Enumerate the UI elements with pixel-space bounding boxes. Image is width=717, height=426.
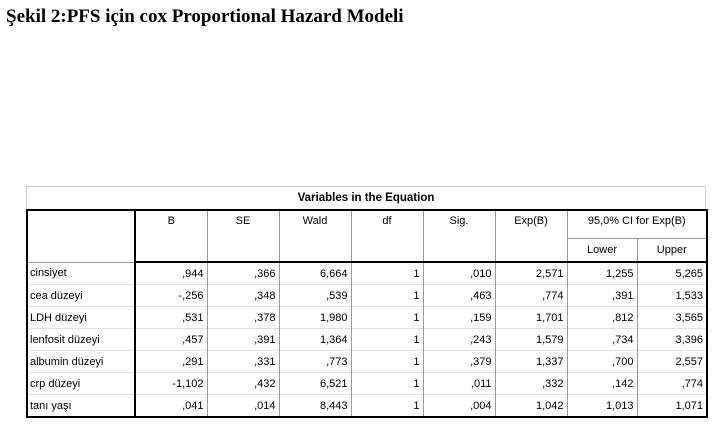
header-sig: Sig. <box>423 210 495 262</box>
cell-expb: 2,571 <box>495 262 567 285</box>
cell-b: -1,102 <box>135 373 207 395</box>
cell-lower: ,734 <box>567 329 637 351</box>
cell-sig: ,243 <box>423 329 495 351</box>
cell-upper: ,774 <box>637 373 707 395</box>
header-df: df <box>351 210 423 262</box>
cell-wald: 8,443 <box>279 395 351 418</box>
cell-lower: ,142 <box>567 373 637 395</box>
cell-df: 1 <box>351 351 423 373</box>
cell-df: 1 <box>351 285 423 307</box>
cell-b: ,291 <box>135 351 207 373</box>
cell-upper: 2,557 <box>637 351 707 373</box>
cell-b: ,944 <box>135 262 207 285</box>
cell-se: ,432 <box>207 373 279 395</box>
row-label: LDH düzeyi <box>27 307 135 329</box>
variables-in-equation-table <box>26 186 706 422</box>
header-lower: Lower <box>567 239 637 263</box>
table-row <box>27 351 707 373</box>
table-row <box>27 373 707 395</box>
header-expb: Exp(B) <box>495 210 567 262</box>
table-row <box>27 262 707 285</box>
cell-se: ,014 <box>207 395 279 418</box>
table-row <box>27 395 707 418</box>
cell-lower: 1,255 <box>567 262 637 285</box>
cell-b: ,457 <box>135 329 207 351</box>
header-ci: 95,0% CI for Exp(B) <box>567 210 707 239</box>
row-label: cinsiyet <box>27 262 135 285</box>
cell-upper: 3,396 <box>637 329 707 351</box>
cell-expb: 1,042 <box>495 395 567 418</box>
cell-lower: 1,013 <box>567 395 637 418</box>
cell-se: ,348 <box>207 285 279 307</box>
cell-lower: ,700 <box>567 351 637 373</box>
cell-expb: 1,701 <box>495 307 567 329</box>
cell-sig: ,004 <box>423 395 495 418</box>
row-label: albumin düzeyi <box>27 351 135 373</box>
table-row <box>27 329 707 351</box>
cell-wald: ,539 <box>279 285 351 307</box>
cell-df: 1 <box>351 329 423 351</box>
cell-df: 1 <box>351 395 423 418</box>
cell-df: 1 <box>351 262 423 285</box>
table-row <box>27 285 707 307</box>
cell-wald: ,773 <box>279 351 351 373</box>
cell-se: ,331 <box>207 351 279 373</box>
cell-wald: 1,980 <box>279 307 351 329</box>
cell-expb: 1,579 <box>495 329 567 351</box>
header-b: B <box>135 210 207 262</box>
header-se: SE <box>207 210 279 262</box>
cell-se: ,391 <box>207 329 279 351</box>
table-row <box>27 307 707 329</box>
cell-sig: ,463 <box>423 285 495 307</box>
cell-upper: 3,565 <box>637 307 707 329</box>
row-label: tanı yaşı <box>27 395 135 418</box>
cell-sig: ,159 <box>423 307 495 329</box>
table-caption: Variables in the Equation <box>26 186 706 209</box>
cell-lower: ,812 <box>567 307 637 329</box>
cell-df: 1 <box>351 373 423 395</box>
cell-b: ,041 <box>135 395 207 418</box>
row-label: crp düzeyi <box>27 373 135 395</box>
row-label: cea düzeyi <box>27 285 135 307</box>
cell-wald: 6,521 <box>279 373 351 395</box>
cell-b: -,256 <box>135 285 207 307</box>
cell-expb: ,774 <box>495 285 567 307</box>
cell-lower: ,391 <box>567 285 637 307</box>
header-wald: Wald <box>279 210 351 262</box>
row-label: lenfosit düzeyi <box>27 329 135 351</box>
cell-se: ,366 <box>207 262 279 285</box>
cell-b: ,531 <box>135 307 207 329</box>
cell-expb: 1,337 <box>495 351 567 373</box>
cell-se: ,378 <box>207 307 279 329</box>
cell-wald: 6,664 <box>279 262 351 285</box>
cell-sig: ,011 <box>423 373 495 395</box>
figure-title: Şekil 2:PFS için cox Proportional Hazard Modeli <box>6 6 404 27</box>
cell-upper: 5,265 <box>637 262 707 285</box>
header-upper: Upper <box>637 239 707 263</box>
cell-expb: ,332 <box>495 373 567 395</box>
cell-sig: ,379 <box>423 351 495 373</box>
cell-upper: 1,071 <box>637 395 707 418</box>
cell-wald: 1,364 <box>279 329 351 351</box>
coefficients-table <box>26 209 708 418</box>
cell-df: 1 <box>351 307 423 329</box>
header-corner <box>27 210 135 262</box>
cell-sig: ,010 <box>423 262 495 285</box>
cell-upper: 1,533 <box>637 285 707 307</box>
